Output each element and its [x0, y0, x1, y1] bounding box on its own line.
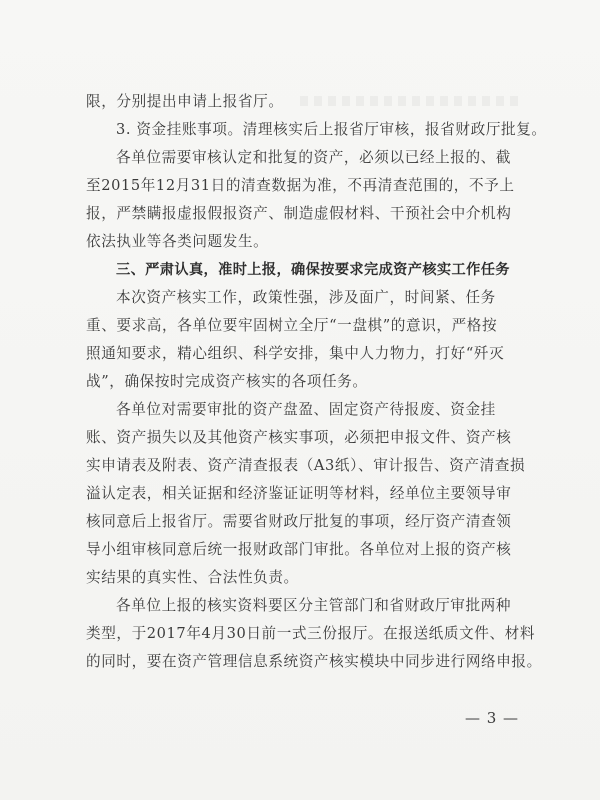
paragraph-line: 重、要求高，各单位要牢固树立全厅“一盘棋”的意识，严格按 [86, 317, 498, 334]
paragraph-line: 各单位对需要审批的资产盘盈、固定资产待报废、资金挂 [116, 401, 496, 418]
document-body [86, 88, 547, 676]
section-heading: 三、严肃认真，准时上报，确保按要求完成资产核实工作任务 [116, 262, 510, 278]
paragraph-line: 照通知要求，精心组织、科学安排，集中人力物力，打好“歼灭 [86, 345, 505, 362]
paragraph-line: 战”，确保按时完成资产核实的各项任务。 [86, 373, 368, 390]
paragraph-line: 账、资产损失以及其他资产核实事项，必须把申报文件、资产核 [86, 429, 512, 446]
paragraph-line: 至2015年12月31日的清查数据为准，不再清查范围的，不予上 [86, 177, 515, 194]
paragraph-line: 各单位上报的核实资料要区分主管部门和省财政厅审批两种 [116, 597, 512, 614]
paragraph-line: 本次资产核实工作，政策性强，涉及面广，时间紧、任务 [116, 289, 496, 306]
paragraph-line: 导小组审核同意后统一报财政部门审批。各单位对上报的资产核 [86, 541, 512, 558]
page-number: — 3 — [464, 709, 520, 727]
paragraph-line: 报，严禁瞒报虚报假报资产、制造虚假材料、干预社会中介机构 [86, 205, 512, 222]
paragraph-line: 实结果的真实性、合法性负责。 [86, 569, 299, 586]
paragraph-line: 实申请表及附表、资产清查报表（A3纸）、审计报告、资产清查损 [86, 457, 526, 474]
paragraph-line: 核同意后上报省厅。需要省财政厅批复的事项，经厅资产清查领 [86, 513, 512, 530]
paragraph-line: 3. 资金挂账事项。清理核实后上报省厅审核，报省财政厅批复。 [116, 121, 547, 138]
paragraph-line: 限，分别提出申请上报省厅。 [86, 93, 284, 110]
paragraph-line: 各单位需要审核认定和批复的资产，必须以已经上报的、截 [116, 149, 512, 166]
paragraph-line: 依法执业等各类问题发生。 [86, 233, 269, 250]
paragraph-line: 的同时，要在资产管理信息系统资产核实模块中同步进行网络申报。 [86, 653, 542, 670]
paragraph-line: 溢认定表，相关证据和经济鉴证证明等材料，经单位主要领导审 [86, 485, 512, 502]
paragraph-line: 类型，于2017年4月30日前一式三份报厅。在报送纸质文件、材料 [86, 625, 536, 642]
